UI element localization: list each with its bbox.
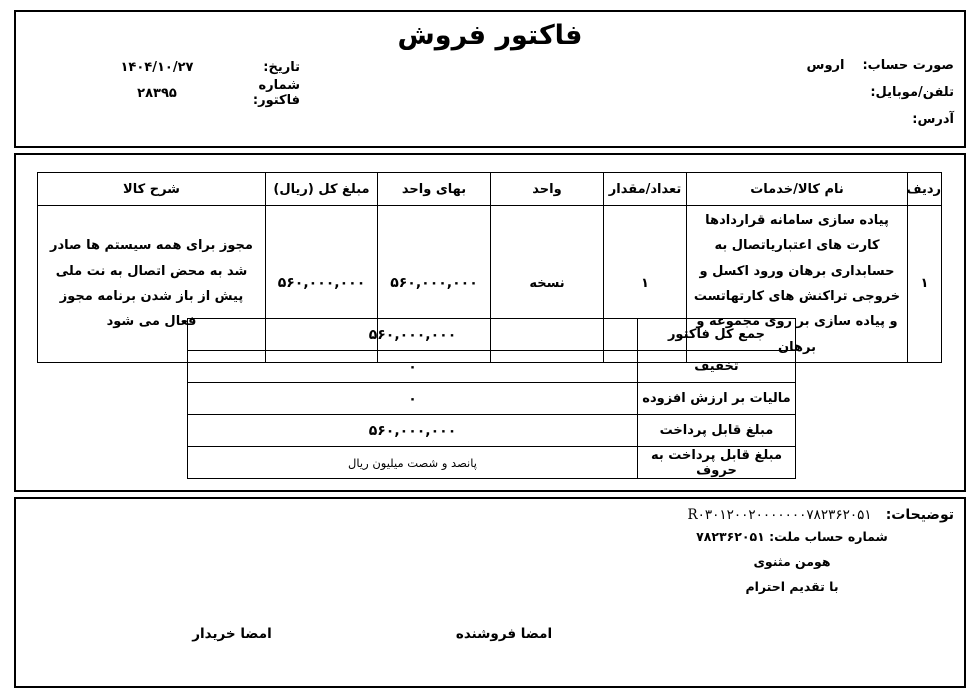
notes-row xyxy=(688,507,955,523)
col-header-total-price: مبلغ کل (ریال) xyxy=(266,173,378,206)
cell-row-no: ۱ xyxy=(908,206,942,363)
invoice-number-value: ۲۸۳۹۵ xyxy=(137,85,177,101)
summary-row-total xyxy=(188,319,796,351)
summary-row-payable-words xyxy=(188,447,796,479)
col-header-row-no: ردیف xyxy=(908,173,942,206)
regards-line: با تقدیم احترام xyxy=(745,579,839,594)
summary-payable-words-value: پانصد و شصت میلیون ریال xyxy=(188,447,638,479)
summary-total-label: جمع کل فاکتور xyxy=(638,319,796,351)
bank-details-block xyxy=(672,529,912,604)
unit-price-value: ۵۶۰,۰۰۰,۰۰۰ xyxy=(390,275,478,292)
summary-total-value xyxy=(188,319,638,351)
account-number-line: شماره حساب ملت: ۷۸۲۳۶۲۰۵۱ xyxy=(696,529,888,544)
buyer-signature-label: امضا خریدار xyxy=(192,626,272,642)
summary-vat-label: مالیات بر ارزش افزوده xyxy=(638,383,796,415)
account-holder-value: اروس xyxy=(806,58,845,73)
col-header-unit: واحد xyxy=(491,173,604,206)
invoice-meta xyxy=(102,54,300,106)
cell-description: مجوز برای همه سیستم ها صادر شد به محض اتصال به نت ملی پیش از باز شدن برنامه مجوز فعال می شود xyxy=(38,206,266,363)
seller-signature-label: امضا فروشنده xyxy=(455,626,553,642)
summary-payable-label: مبلغ قابل پرداخت xyxy=(638,415,796,447)
body-section xyxy=(14,153,966,492)
summary-discount-number: ۰ xyxy=(408,358,417,375)
summary-payable-value xyxy=(188,415,638,447)
summary-payable-number: ۵۶۰,۰۰۰,۰۰۰ xyxy=(368,422,457,439)
cell-quantity: ۱ xyxy=(604,206,687,363)
person-name: هومن مثنوی xyxy=(753,554,831,569)
summary-row-discount xyxy=(188,351,796,383)
invoice-number-row xyxy=(102,80,300,106)
col-header-item-name: نام کالا/خدمات xyxy=(687,173,908,206)
summary-discount-label: تخفیف xyxy=(638,351,796,383)
footer-section xyxy=(14,497,966,688)
sheba-number: R۰۳۰۱۲۰۰۲۰۰۰۰۰۰۰۷۸۲۳۶۲۰۵۱ xyxy=(687,507,872,523)
account-holder-label: صورت حساب: xyxy=(862,58,954,73)
total-price-value: ۵۶۰,۰۰۰,۰۰۰ xyxy=(277,275,366,292)
notes-label: توضیحات: xyxy=(885,507,954,523)
cell-item-name: پیاده سازی سامانه قراردادها کارت های اعتباریاتصال به حسابداری برهان ورود اکسل و خروجی تراکنش های کارتهاتست و پیاده سازی بر روی مجموعه و برهان xyxy=(687,206,908,363)
address-label: آدرس: xyxy=(912,112,954,127)
col-header-description: شرح کالا xyxy=(38,173,266,206)
page-title: فاکتور فروش xyxy=(397,20,583,51)
summary-discount-value xyxy=(188,351,638,383)
invoice-number-label: شماره فاکتور: xyxy=(252,78,300,108)
date-label: تاریخ: xyxy=(263,59,300,75)
col-header-quantity: تعداد/مقدار xyxy=(604,173,687,206)
summary-row-payable xyxy=(188,415,796,447)
col-header-unit-price: بهای واحد xyxy=(378,173,491,206)
date-value: ۱۴۰۴/۱۰/۲۷ xyxy=(120,59,194,75)
account-holder-row xyxy=(807,52,955,79)
phone-row xyxy=(807,79,955,106)
date-row xyxy=(102,54,300,80)
header-section xyxy=(14,10,966,148)
summary-row-vat xyxy=(188,383,796,415)
address-row xyxy=(807,106,955,133)
phone-label: تلفن/موبایل: xyxy=(870,85,954,100)
customer-info xyxy=(807,52,955,133)
summary-payable-words-label: مبلغ قابل پرداخت به حروف xyxy=(638,447,796,479)
items-table-header-row xyxy=(38,173,942,206)
summary-table xyxy=(187,318,796,479)
cell-unit: نسخه xyxy=(491,206,604,363)
summary-total-number: ۵۶۰,۰۰۰,۰۰۰ xyxy=(368,326,457,343)
summary-vat-value xyxy=(188,383,638,415)
summary-vat-number: ۰ xyxy=(408,390,417,407)
